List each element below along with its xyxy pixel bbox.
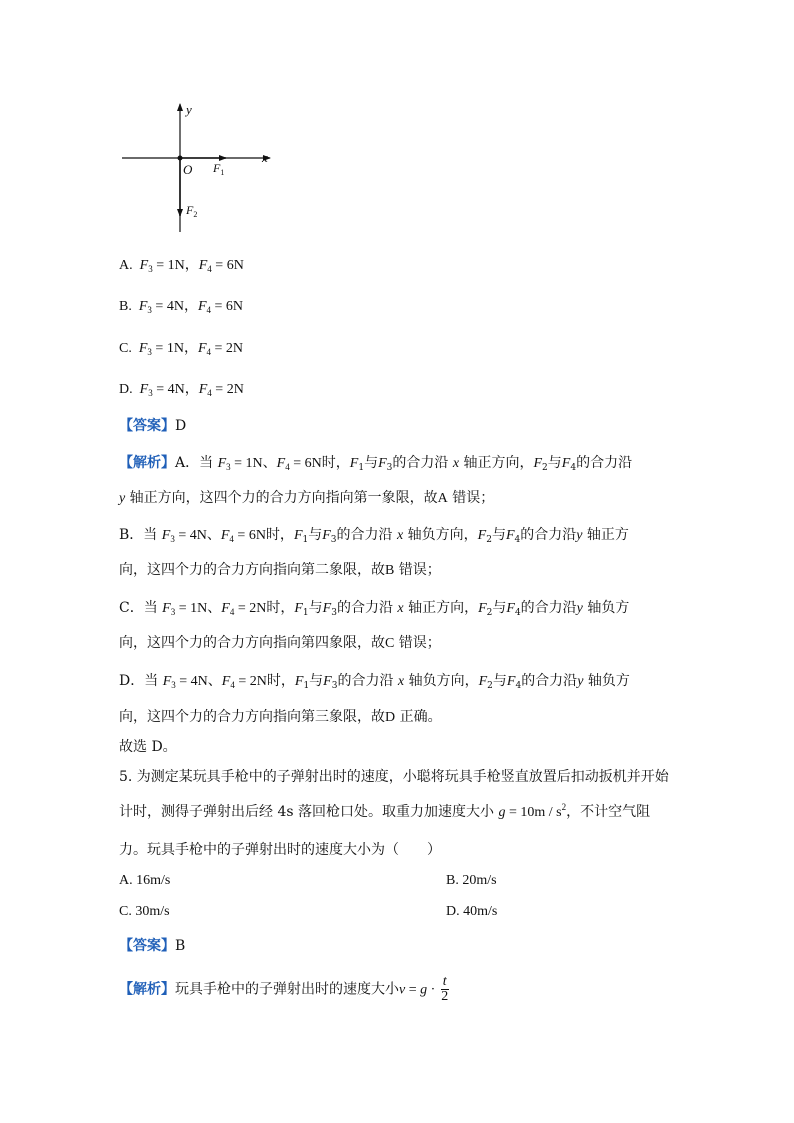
option-a: A. $F_3 = 1N$，$F_4 = 6N$ [119, 258, 244, 274]
analysis-c-line2: 向，这四个力的合力方向指向第四象限，故C 错误； [119, 635, 441, 651]
q5-stem-line3: 力。玩具手枪中的子弹射出时的速度大小为（ ） [119, 842, 441, 858]
q5-option-d: D. 40m/s [446, 904, 498, 919]
option-c: C. $F_3 = 1N$，$F_4 = 2N$ [119, 341, 244, 357]
origin-point [178, 156, 183, 161]
analysis-d-line2: 向，这四个力的合力方向指向第三象限，故D 正确。 [119, 709, 442, 725]
y-label: y [186, 102, 192, 117]
f2-label: $F_2$ [186, 203, 198, 219]
force-diagram [110, 98, 280, 236]
analysis-b-line2: 向，这四个力的合力方向指向第二象限，故B 错误； [119, 562, 441, 578]
q5-option-c: C. 30m/s [119, 904, 170, 919]
analysis-b-line1: B．当 $F_3 = 4N$、$F_4 = 6N$时，$F_1$与$F_3$的合力沿 x 轴负方向，$F_2$与$F_4$的合力沿y 轴正方 [119, 527, 629, 545]
q4-conclusion: 故选 D。 [119, 739, 177, 755]
origin-label: O [183, 162, 193, 177]
formula-fraction: $\frac{t}{2}$ [441, 974, 449, 1004]
q4-answer: 【答案】D [119, 418, 187, 434]
option-d: D. $F_3 = 4N$，$F_4 = 2N$ [119, 382, 244, 398]
x-label: x [262, 150, 268, 165]
analysis-a-line1: 【解析】A．当 $F_3 = 1N$、$F_4 = 6N$时，$F_1$与$F_3$的合力沿 x 轴正方向，$F_2$与$F_4$的合力沿 [119, 455, 633, 473]
q5-answer: 【答案】B [119, 938, 186, 954]
q5-option-a: A. 16m/s [119, 873, 171, 888]
analysis-d-line1: D．当 $F_3 = 4N$、$F_4 = 2N$时，$F_1$与$F_3$的合力沿 x 轴负方向，$F_2$与$F_4$的合力沿y 轴负方 [119, 673, 630, 691]
q5-option-b: B. 20m/s [446, 873, 497, 888]
option-b: B. $F_3 = 4N$，$F_4 = 6N$ [119, 299, 244, 315]
analysis-a-line2: y 轴正方向，这四个力的合力方向指向第一象限，故A 错误； [119, 490, 495, 506]
q5-stem-line2: 计时，测得子弹射出后经 4s 落回枪口处。取重力加速度大小 $g = 10m / s^2$，不计空气阻 [119, 802, 651, 820]
q5-stem-line1: 5. 为测定某玩具手枪中的子弹射出时的速度，小聪将玩具手枪竖直放置后扣动扳机并开始 [119, 769, 669, 785]
q5-analysis: 【解析】玩具手枪中的子弹射出时的速度大小v = g · $\frac{t}{2}$ [119, 974, 449, 1004]
f1-label: $F_1$ [213, 161, 225, 177]
analysis-c-line1: C．当 $F_3 = 1N$、$F_4 = 2N$时，$F_1$与$F_3$的合力沿 x 轴正方向，$F_2$与$F_4$的合力沿y 轴负方 [119, 600, 630, 618]
